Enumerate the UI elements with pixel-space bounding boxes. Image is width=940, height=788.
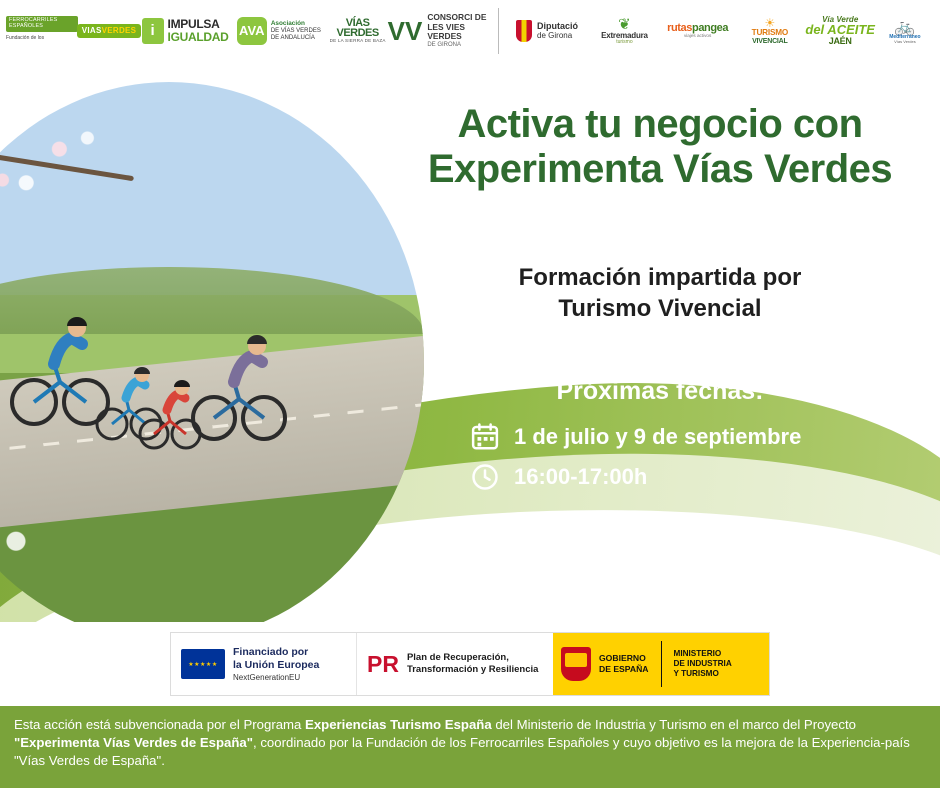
logo-asociacion-vias-verdes-andalucia [230,8,328,54]
ava-line3: DE ANDALUCÍA [270,34,315,41]
footer-part-2: del Ministerio de Industria y Turismo en el marco del Proyecto [491,717,856,732]
subhead-line-1: Formación impartida por [518,264,802,291]
footer-disclaimer [0,706,940,788]
logo-vias-verdes [78,8,140,54]
subhead-line-2: Turismo Vivencial [558,295,762,323]
logo-ffe-line2: FERROCARRILES ESPAÑOLES [9,17,58,29]
eu-line3: NextGenerationEU [233,672,301,682]
spain-coat-of-arms-icon [561,647,591,681]
logo-extremadura-turismo [589,8,660,54]
funding-logos-bar [170,632,770,696]
hero-section [0,62,940,622]
dates-heading: Próximas fechas: [556,377,764,405]
logo-vv-accent: VERDES [101,25,137,35]
logo-vv-text: VIAS [81,25,102,35]
date-row [470,422,930,452]
logo-fundacion-ferrocarriles [6,8,78,54]
footer-part-1: Esta acción está subvencionada por el Programa [14,717,306,732]
ministry-line2: DE INDUSTRIA [673,658,732,668]
footer-bold-2: "Experimenta Vías Verdes de España" [14,734,254,750]
dipu-line1: Diputació [537,20,579,31]
aceite-line1: Vía Verde [822,14,859,24]
consorci-line2: LES VIES VERDES [427,21,466,42]
impulsa-line2: IGUALDAD [167,30,229,44]
hero-photo-image [0,82,424,622]
dipu-line2: de Girona [537,30,573,40]
ava-mark-icon: AVA [237,17,267,45]
sun-icon: ☀ [764,16,776,31]
eu-flag-icon [181,649,225,679]
extre-line2: turismo [616,39,633,46]
headline-line-2: Experimenta Vías Verdes [427,146,893,191]
vvsierra-line1: VÍAS [345,17,370,30]
impulsa-mark-icon: i [142,18,164,44]
date-value: 1 de julio y 9 de septiembre [514,424,802,449]
logo-turismo-vivencial [735,8,804,54]
logo-via-verde-del-aceite [805,8,876,54]
prtr-line1: Plan de Recuperación, [406,652,509,664]
eu-line2: la Unión Europea [233,658,320,671]
time-value: 16:00-17:00h [514,464,648,489]
logo-gobierno-de-espana [553,633,769,695]
logo-diputacio-de-girona [498,8,588,54]
ava-line1: Asociación [270,19,305,27]
clock-icon [470,462,500,492]
consorci-line1: CONSORCI DE [427,12,487,23]
consorci-mark-icon: VV [387,16,423,46]
subtitle [400,262,920,324]
logo-consorci-vies-verdes-girona [388,8,499,54]
prtr-line2: Transformación y Resiliencia [406,664,539,675]
medit-line1: Mediterráneo [889,33,921,40]
vvsierra-line3: DE LA SIERRA DE BAZA [329,38,386,44]
hero-photo [0,82,424,622]
photo-cyclists [0,82,424,622]
leaf-icon: ❦ [618,15,631,33]
footer-bold-1: Experiencias Turismo España [305,717,492,732]
logo-financiado-union-europea [171,633,356,695]
consorci-line3: DE GIRONA [427,42,461,49]
tv-line1: TURISMO [751,28,789,38]
girona-shield-icon [516,20,532,42]
aceite-line2: del ACEITE [805,22,875,38]
tv-line2: VIVENCIAL [752,37,788,45]
calendar-icon [470,422,500,452]
gob-line1: GOBIERNO [599,653,646,664]
footer-part-3: , coordinado por la Fundación de los Ferrocarriles Españoles y cuyo objetivo es la mejora de la Experiencia-país "Vías Verdes de España". [14,734,910,768]
logo-mediterraneo-vias-verdes [876,8,934,54]
prtr-mark-text: PR [367,650,399,677]
impulsa-line1: IMPULSA [167,17,220,32]
partner-logo-strip [0,0,940,62]
bicycle-icon: 🚲 [894,16,916,36]
gob-line2: DE ESPAÑA [599,664,649,674]
rutas-line1: rutas [667,21,692,34]
time-row [470,462,930,492]
ava-line2: DE VÍAS VERDES [270,27,321,34]
logo-rutas-pangea [660,8,735,54]
page-title [400,102,920,192]
ministry-line1: MINISTERIO [673,648,722,658]
gob-divider [661,641,662,687]
eu-stars: ★★★★★ [188,661,218,668]
vvsierra-line2: VERDES [336,26,379,39]
logo-vias-verdes-sierra [328,8,388,54]
aceite-line3: JAÉN [828,35,852,46]
logo-plan-recuperacion [356,633,553,695]
logo-ffe-line1: Fundación de los [6,35,45,42]
extre-line1: Extremadura [601,30,648,40]
ministry-line3: Y TURISMO [673,669,719,679]
medit-line2: Vías Verdes [894,39,916,45]
rutas-accent: pangea [692,21,729,34]
logo-impulsa-igualdad [140,8,230,54]
headline-line-1: Activa tu negocio con [457,102,863,146]
eu-line1: Financiado por [233,646,309,659]
rutas-line2: viajes activos [683,33,712,39]
prtr-mark-icon [367,650,399,677]
